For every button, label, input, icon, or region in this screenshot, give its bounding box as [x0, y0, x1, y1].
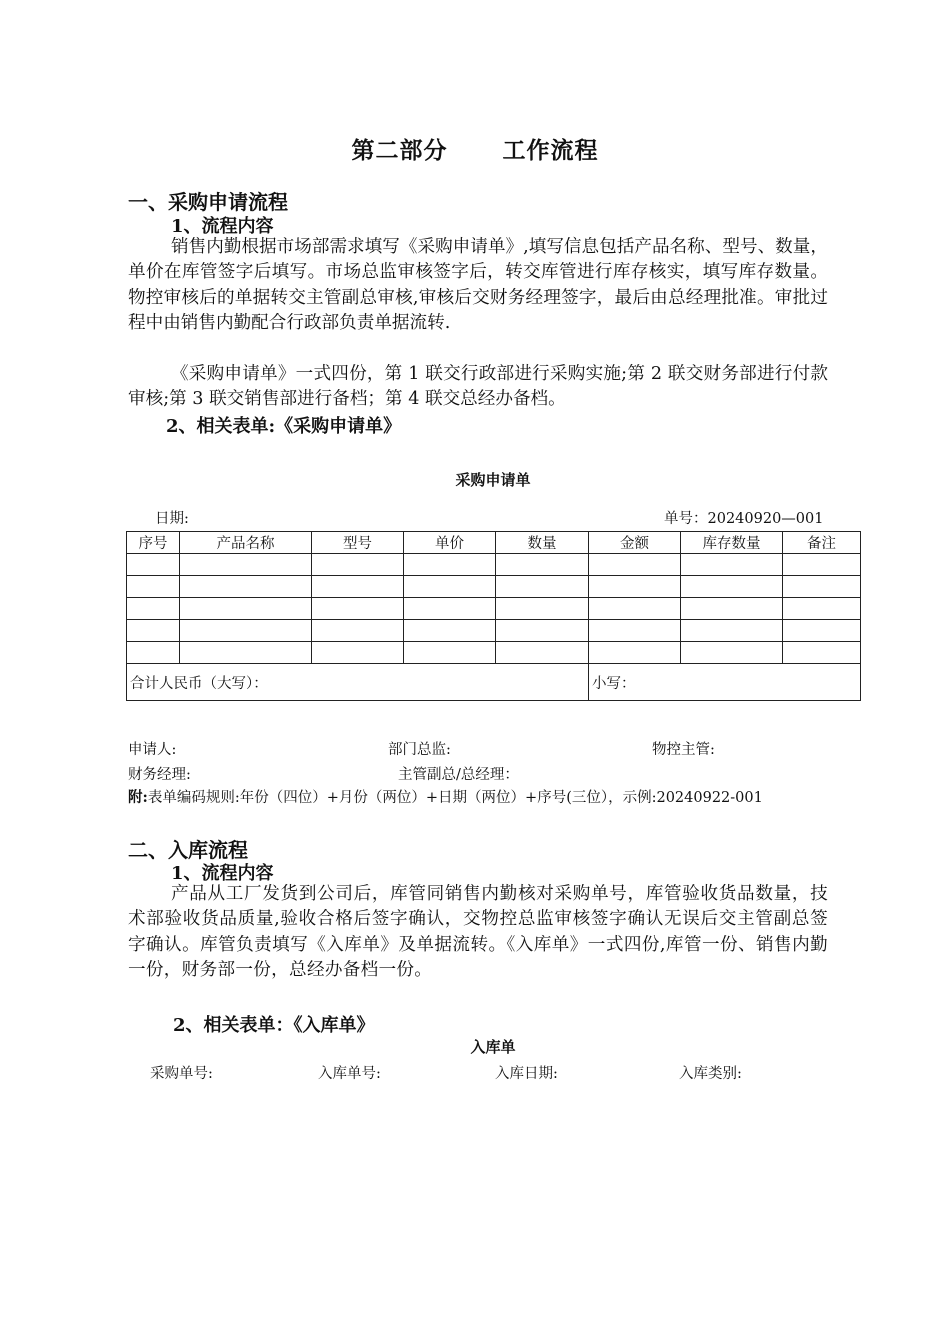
signature-applicant: 申请人:	[128, 742, 177, 758]
purchase-form-date-label: 日期:	[155, 511, 189, 527]
table-cell[interactable]	[783, 642, 861, 664]
column-header: 型号	[312, 532, 404, 554]
purchase-form-title: 采购申请单	[455, 471, 531, 489]
table-cell[interactable]	[783, 576, 861, 598]
appendix-text: 表单编码规则:年份（四位）+月份（两位）+日期（两位）+序号(三位），示例:20240922-001	[147, 790, 763, 806]
table-cell[interactable]	[589, 598, 681, 620]
table-row	[127, 598, 861, 620]
section2-heading: 二、入库流程	[128, 838, 248, 862]
table-cell[interactable]	[404, 554, 496, 576]
table-cell[interactable]	[681, 642, 783, 664]
column-header: 金额	[589, 532, 681, 554]
warehouse-purchase-no: 采购单号:	[150, 1066, 213, 1082]
total-upper-cell[interactable]: 合计人民币（大写）：	[127, 664, 589, 701]
table-cell[interactable]	[312, 598, 404, 620]
table-cell[interactable]	[783, 554, 861, 576]
table-row	[127, 576, 861, 598]
table-cell[interactable]	[312, 576, 404, 598]
table-cell[interactable]	[589, 620, 681, 642]
signature-dept-director: 部门总监:	[388, 742, 451, 758]
table-cell[interactable]	[404, 620, 496, 642]
table-cell[interactable]	[127, 620, 180, 642]
table-cell[interactable]	[127, 642, 180, 664]
table-cell[interactable]	[589, 554, 681, 576]
column-header: 库存数量	[681, 532, 783, 554]
table-cell[interactable]	[127, 554, 180, 576]
table-total-row	[127, 664, 861, 701]
table-cell[interactable]	[312, 620, 404, 642]
purchase-form-number: 单号：20240920—001	[664, 511, 824, 527]
appendix-label: 附:	[128, 789, 148, 806]
section1-paragraph-2: 《采购申请单》一式四份，第 1 联交行政部进行采购实施;第 2 联交财务部进行付款审核;第 3 联交销售部进行备档；第 4 联交总经办备档。	[128, 364, 828, 410]
table-cell[interactable]	[496, 620, 589, 642]
section1-subheading-forms: 2、相关表单:《采购申请单》	[166, 416, 402, 437]
signature-material-control: 物控主管:	[652, 742, 715, 758]
table-cell[interactable]	[180, 576, 312, 598]
column-header: 序号	[127, 532, 180, 554]
warehouse-inbound-date: 入库日期:	[495, 1066, 558, 1082]
section1-heading: 一、采购申请流程	[128, 190, 288, 214]
table-cell[interactable]	[681, 598, 783, 620]
table-cell[interactable]	[496, 642, 589, 664]
signature-finance-manager: 财务经理:	[128, 767, 191, 783]
table-row	[127, 642, 861, 664]
column-header: 备注	[783, 532, 861, 554]
table-header-row	[127, 532, 861, 554]
table-cell[interactable]	[404, 642, 496, 664]
section1-subheading-content: 1、流程内容	[171, 216, 274, 237]
purchase-form-table	[126, 531, 861, 701]
table-cell[interactable]	[589, 576, 681, 598]
warehouse-form-title: 入库单	[470, 1038, 516, 1056]
table-cell[interactable]	[681, 576, 783, 598]
warehouse-inbound-type: 入库类别:	[679, 1066, 742, 1082]
page-title: 第二部分 工作流程	[351, 137, 599, 164]
section1-paragraph-1: 销售内勤根据市场部需求填写《采购申请单》,填写信息包括产品名称、型号、数量，单价在库管签字后填写。市场总监审核签字后，转交库管进行库存核实，填写库存数量。物控审核后的单据转交主管副总审核,审核后交财务经理签字，最后由总经理批准。审批过程中由销售内勤配合行政部负责单据流转.	[128, 237, 828, 334]
section2-subheading-forms: 2、相关表单：《入库单》	[173, 1015, 375, 1036]
table-cell[interactable]	[180, 598, 312, 620]
table-cell[interactable]	[312, 554, 404, 576]
table-cell[interactable]	[783, 598, 861, 620]
table-cell[interactable]	[589, 642, 681, 664]
table-cell[interactable]	[312, 642, 404, 664]
table-row	[127, 620, 861, 642]
section2-subheading-content: 1、流程内容	[171, 863, 274, 884]
table-cell[interactable]	[127, 576, 180, 598]
table-cell[interactable]	[127, 598, 180, 620]
warehouse-inbound-no: 入库单号:	[318, 1066, 381, 1082]
signature-gm: 主管副总/总经理：	[398, 767, 519, 783]
appendix-note	[128, 787, 768, 809]
table-cell[interactable]	[496, 576, 589, 598]
table-cell[interactable]	[180, 620, 312, 642]
total-lower-cell[interactable]: 小写：	[589, 664, 861, 701]
table-cell[interactable]	[180, 554, 312, 576]
table-cell[interactable]	[783, 620, 861, 642]
table-cell[interactable]	[404, 576, 496, 598]
column-header: 产品名称	[180, 532, 312, 554]
column-header: 单价	[404, 532, 496, 554]
table-cell[interactable]	[681, 620, 783, 642]
table-row	[127, 554, 861, 576]
table-cell[interactable]	[681, 554, 783, 576]
table-cell[interactable]	[496, 598, 589, 620]
section2-paragraph-1: 产品从工厂发货到公司后，库管同销售内勤核对采购单号，库管验收货品数量，技术部验收货品质量,验收合格后签字确认，交物控总监审核签字确认无误后交主管副总签字确认。库管负责填写《入库单》及单据流转。《入库单》一式四份,库管一份、销售内勤一份，财务部一份，总经办备档一份。	[128, 884, 828, 981]
table-cell[interactable]	[496, 554, 589, 576]
column-header: 数量	[496, 532, 589, 554]
table-cell[interactable]	[180, 642, 312, 664]
table-cell[interactable]	[404, 598, 496, 620]
